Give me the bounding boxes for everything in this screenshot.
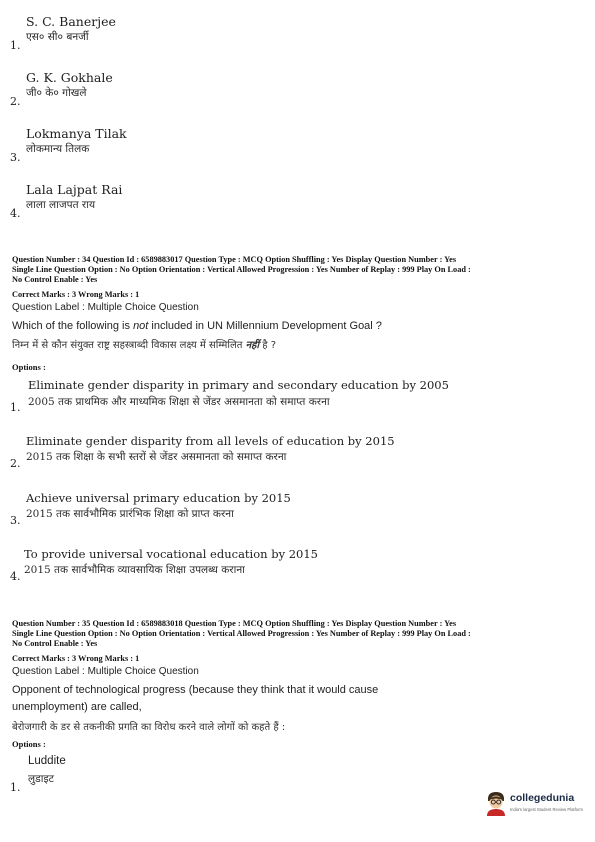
option-number: 3. [10,151,21,164]
question-hindi-part: है ? [259,340,277,351]
option-hindi: लुडाइट [28,773,54,785]
option-english: S. C. Banerjee [26,14,116,29]
option-hindi: लाला लाजपत राय [26,199,96,211]
question-34-hindi [12,337,276,351]
brand-tagline: India's largest Student Review Platform [510,807,583,812]
question-hindi-part: निम्न में से कौन संयुक्त राष्ट्र सहस्त्राब्दी विकास लक्ष्य में सम्मिलित [12,340,246,351]
option-number: 4. [10,207,21,220]
option-english: Lala Lajpat Rai [26,182,123,197]
question-34-meta [12,255,471,285]
question-text-part: included in UN Millennium Development Goal ? [148,320,382,332]
option-hindi: जी० के० गोखले [26,87,87,99]
question-34-options-header: Options : [12,362,46,372]
option-number: 2. [10,457,21,470]
prev-option-1[interactable] [10,12,570,54]
question-35-options-header: Options : [12,739,46,749]
q34-option-2[interactable] [10,432,570,472]
option-english: Lokmanya Tilak [26,126,127,141]
q34-option-3[interactable] [10,489,570,529]
option-hindi: एस० सी० बनर्जी [26,31,89,43]
meta-line-2: Single Line Question Option : No Option Orientation : Vertical Allowed Progression : Yes Number of Replay : 999 Play On Load : [12,629,471,638]
q34-option-1[interactable] [10,376,570,416]
option-hindi: 2015 तक सार्वभौमिक व्यावसायिक शिक्षा उपलब्ध कराना [24,564,245,576]
q34-option-4[interactable] [10,545,570,585]
question-34-text [12,320,382,332]
option-number: 1. [10,781,21,794]
question-35-marks: Correct Marks : 3 Wrong Marks : 1 [12,654,140,663]
question-34-marks: Correct Marks : 3 Wrong Marks : 1 [12,290,140,299]
question-35-text-line-1: Opponent of technological progress (because they think that it would cause [12,684,379,696]
option-hindi: 2015 तक शिक्षा के सभी स्तरों से जेंडर असमानता को समाप्त करना [26,451,287,463]
option-hindi: 2015 तक सार्वभौमिक प्रारंभिक शिक्षा को प्राप्त करना [26,508,234,520]
option-hindi: लोकमान्य तिलक [26,143,90,155]
question-hindi-emphasis: नहीं [245,340,260,351]
question-35-label: Question Label : Multiple Choice Question [12,666,199,677]
option-number: 1. [10,401,21,414]
prev-option-2[interactable] [10,68,570,110]
option-english: G. K. Gokhale [26,70,113,85]
brand-name: collegedunia [510,792,575,804]
option-english: To provide universal vocational education by 2015 [24,547,318,561]
question-35-hindi: बेरोजगारी के डर से तकनीकी प्रगति का विरोध करने वाले लोगों को कहते हैं : [12,722,286,733]
option-english: Luddite [28,755,66,767]
prev-option-4[interactable] [10,180,570,222]
question-34-label: Question Label : Multiple Choice Question [12,302,199,313]
option-number: 2. [10,95,21,108]
meta-line-1: Question Number : 34 Question Id : 6589883017 Question Type : MCQ Option Shuffling : Yes Display Question Number : Yes [12,255,457,264]
student-avatar-icon [484,790,508,816]
meta-line-3: No Control Enable : Yes [12,639,98,648]
meta-line-2: Single Line Question Option : No Option Orientation : Vertical Allowed Progression : Yes Number of Replay : 999 Play On Load : [12,265,471,274]
option-english: Eliminate gender disparity in primary and secondary education by 2005 [28,378,449,392]
option-english: Achieve universal primary education by 2015 [26,491,291,505]
question-text-part: Which of the following is [12,320,134,332]
option-number: 4. [10,570,21,583]
option-number: 3. [10,514,21,527]
question-text-emphasis: not [133,320,149,332]
option-hindi: 2005 तक प्राथमिक और माध्यमिक शिक्षा से जेंडर असमानता को समाप्त करना [28,396,330,408]
option-number: 1. [10,39,21,52]
meta-line-3: No Control Enable : Yes [12,275,98,284]
question-35-meta [12,619,471,649]
prev-option-3[interactable] [10,124,570,166]
collegedunia-logo [484,788,584,822]
option-english: Eliminate gender disparity from all levels of education by 2015 [26,434,395,448]
question-35-text-line-2: unemployment) are called, [12,701,142,713]
meta-line-1: Question Number : 35 Question Id : 6589883018 Question Type : MCQ Option Shuffling : Yes Display Question Number : Yes [12,619,457,628]
